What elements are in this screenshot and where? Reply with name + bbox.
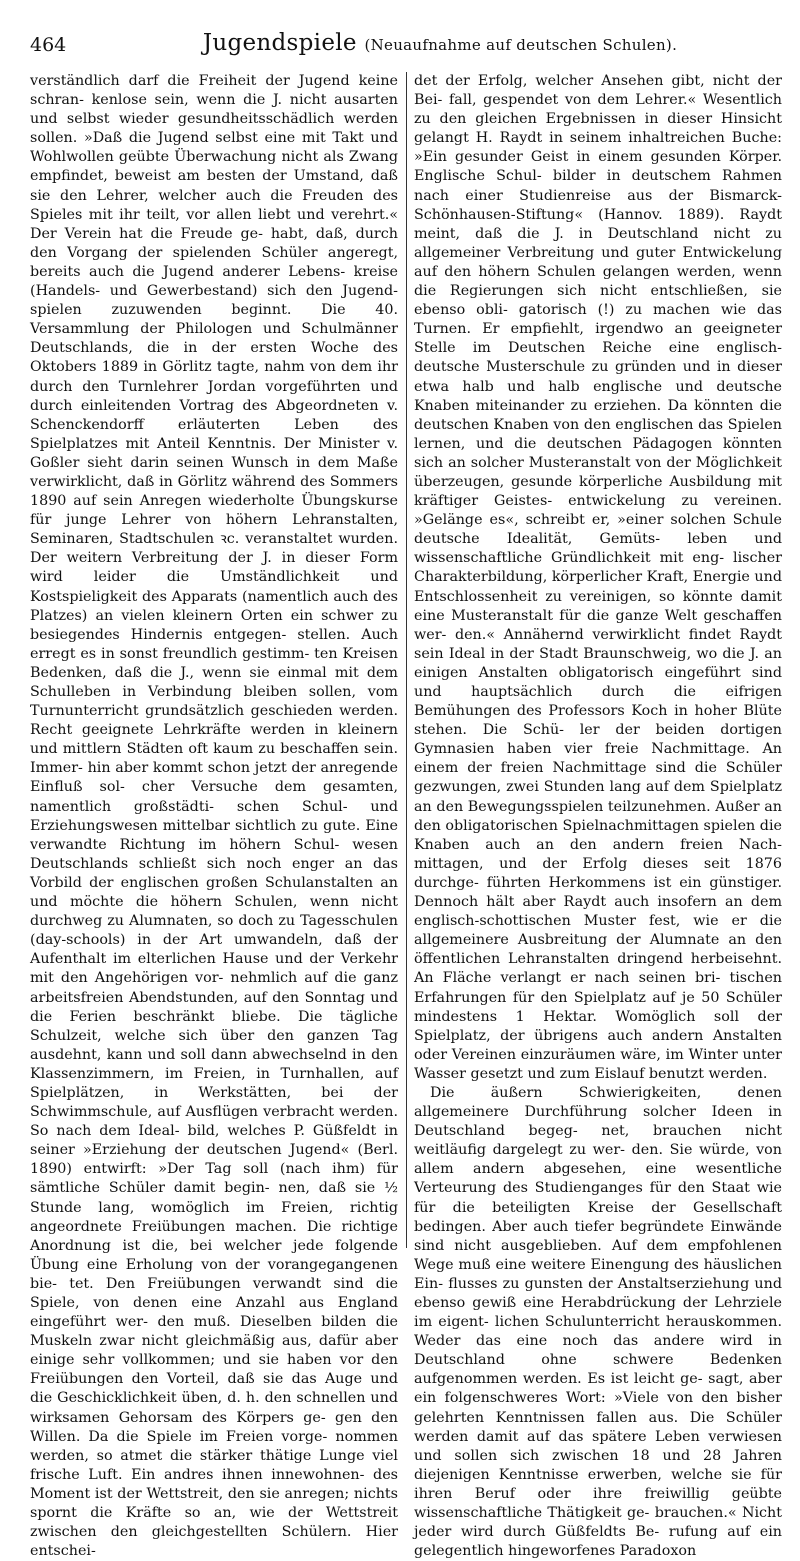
paragraph: det der Erfolg, welcher Ansehen gibt, nicht der Bei- fall, gespendet von dem Lehrer.« Wesentlich zu den gleichen Ergebnissen in dieser Hinsicht gelangt H. Raydt in seinem inhaltreichen Buche: »Ein gesunder Geist in einem gesunden Körper. Englische Schul- bilder in deutschem Rahmen nach einer Studienreise aus der Bismarck-Schönhausen-Stiftung« (Hannov. 1889). Raydt meint, daß die J. in Deutschland nicht zu allgemeiner Verbreitung und guter Entwickelung auf den höhern Schulen gelangen werden, wenn die Regierungen sich nicht entschließen, sie ebenso obli- gatorisch (!) zu machen wie das Turnen. Er empfiehlt, irgendwo an geeigneter Stelle im Deutschen Reiche eine englisch-deutsche Musterschule zu gründen und in dieser etwa halb und halb englische und deutsche Knaben miteinander zu erziehen. Da könnten die deutschen Knaben von den englischen das Spielen lernen, und die deutschen Pädagogen könnten sich an solcher Musteranstalt von der Möglichkeit überzeugen, gesunde körperliche Ausbildung mit kräftiger Geistes- entwickelung zu vereinen. »Gelänge es«, schreibt er, »einer solchen Schule deutsche Idealität, Gemüts- leben und wissenschaftliche Gründlichkeit mit eng- lischer Charakterbildung, körperlicher Kraft, Energie und Entschlossenheit zu vereinigen, so könnte damit eine Musteranstalt für die ganze Welt geschaffen wer- den.« Annähernd verwirklicht findet Raydt sein Ideal in der Stadt Braunschweig, wo die J. an einigen Anstalten obligatorisch eingeführt sind und hauptsächlich durch die eifrigen Bemühungen des Professors Koch in hoher Blüte stehen. Die Schü- ler der beiden dortigen Gymnasien haben vier freie Nachmittage. An einem der freien Nachmittage sind die Schüler gezwungen, zwei Stunden lang auf dem Spielplatz an den Bewegungsspielen teilzunehmen. Außer an den obligatorischen Spielnachmittagen spielen die Knaben auch an den andern freien Nach- mittagen, und der Erfolg dieses seit 1876 durchge- führten Herkommens ist ein günstiger. Dennoch hält aber Raydt auch insofern an dem englisch-schottischen Muster fest, wie er die allgemeinere Ausbreitung der Alumnate an den öffentlichen Lehranstalten dringend herbeisehnt. An Fläche verlangt er nach seinen bri- tischen Erfahrungen für den Spielplatz auf je 50 Schüler mindestens 1 Hektar. Womöglich soll der Spielplatz, der übrigens auch andern Anstalten oder Vereinen einzuräumen wäre, im Winter unter Wasser gesetzt und zum Eislauf benutzt werden. (414, 73, 782, 1082)
running-title-subtitle: (Neuaufnahme auf deutschen Schulen). (364, 36, 678, 54)
running-title-main: Jugendspiele (202, 30, 357, 56)
page-number: 464 (30, 34, 67, 56)
column-divider (406, 72, 407, 1248)
running-title (100, 30, 780, 56)
paragraph: Die äußern Schwierigkeiten, denen allgemeinere Durchführung solcher Ideen in Deutschland begeg- net, brauchen nicht weitläufig dargelegt zu wer- den. Sie würde, von allem andern abgesehen, eine wesentliche Verteurung des Studienganges für den Staat wie für die beteiligten Kreise der Gesellschaft bedingen. Aber auch tiefer begründete Einwände sind nicht ausgeblieben. Auf dem empfohlenen Wege muß eine weitere Einengung des häuslichen Ein- flusses zu gunsten der Anstaltserziehung und ebenso gewiß eine Herabdrückung der Lehrziele im eigent- lichen Schulunterricht herauskommen. Weder das eine noch das andere wird in Deutschland ohne schwere Bedenken aufgenommen werden. Es ist leicht ge- sagt, aber ein folgenschweres Wort: »Viele von den bisher gelehrten Kenntnissen fallen aus. Die Schüler werden damit auf das spätere Leben verwiesen und sollen sich zwischen 18 und 28 Jahren diejenigen Kenntnisse erwerben, welche sie für ihren Beruf oder ihre freiwillig geübte wissenschaftliche Thätigkeit ge- brauchen.« Nicht jeder wird durch Güßfeldts Be- rufung auf ein gelegentlich hingeworfenes Paradoxon (414, 1084, 782, 1560)
text-columns (30, 72, 782, 1560)
right-column (414, 72, 782, 1560)
page-header (30, 30, 780, 64)
left-column (30, 72, 398, 1560)
paragraph: verständlich darf die Freiheit der Jugend keine schran- kenlose sein, wenn die J. nicht ausarten und selbst wieder gesundheitsschädlich werden sollen. »Daß die Jugend selbst eine mit Takt und Wohlwollen geübte Überwachung nicht als Zwang empfindet, beweist am besten der Umstand, daß sie den Lehrer, welcher auch die Freuden des Spieles mit ihr teilt, vor allen liebt und verehrt.« Der Verein hat die Freude ge- habt, daß, durch den Vorgang der spielenden Schüler angeregt, bereits auch die Jugend anderer Lebens- kreise (Handels- und Gewerbestand) sich den Jugend- spielen zuzuwenden beginnt. Die 40. Versammlung der Philologen und Schulmänner Deutschlands, die in der ersten Woche des Oktobers 1889 in Görlitz tagte, nahm von dem ihr durch den Turnlehrer Jordan vorgeführten und durch einleitenden Vortrag des Abgeordneten v. Schenckendorff erläuterten Leben des Spielplatzes mit Anteil Kenntnis. Der Minister v. Goßler sieht darin seinen Wunsch in dem Maße verwirklicht, daß in Görlitz während des Sommers 1890 auf sein Anregen wiederholte Übungskurse für junge Lehrer von höhern Lehranstalten, Seminaren, Stadtschulen ꝛc. veranstaltet wurden. Der weitern Verbreitung der J. in dieser Form wird leider die Umständlichkeit und Kostspieligkeit des Apparats (namentlich auch des Platzes) an vielen kleinern Orten ein schwer zu besiegendes Hindernis entgegen- stellen. Auch erregt es in sonst freundlich gestimm- ten Kreisen Bedenken, daß die J., wenn sie einmal mit dem Schulleben in Verbindung bleiben sollen, vom Turnunterricht grundsätzlich geschieden werden. Recht geeignete Lehrkräfte werden in kleinern und mittlern Städten oft kaum zu beschaffen sein. Immer- hin aber kommt schon jetzt der anregende Einfluß sol- cher Versuche dem gesamten, namentlich großstädti- schen Schul- und Erziehungswesen mittelbar sichtlich zu gute. Eine verwandte Richtung im höhern Schul- wesen Deutschlands schließt sich noch enger an das Vorbild der englischen großen Schulanstalten an und möchte die höhern Schulen, wenn nicht durchweg zu Alumnaten, so doch zu Tagesschulen (day-schools) in der Art umwandeln, daß der Aufenthalt im elterlichen Hause und der Verkehr mit den Angehörigen vor- nehmlich auf die ganz arbeitsfreien Abendstunden, auf den Sonntag und die Ferien beschränkt bliebe. Die tägliche Schulzeit, welche sich über den ganzen Tag ausdehnt, kann und soll dann abwechselnd in den Klassenzimmern, im Freien, in Turnhallen, auf Spielplätzen, in Werkstätten, bei der Schwimmschule, auf Ausflügen verbracht werden. So nach dem Ideal- bild, welches P. Güßfeldt in seiner »Erziehung der deutschen Jugend« (Berl. 1890) entwirft: »Der Tag soll (nach ihm) für sämtliche Schüler damit begin- nen, daß sie ½ Stunde lang, womöglich im Freien, richtig angeordnete Freiübungen machen. Die richtige Anordnung ist die, bei welcher jede folgende Übung eine Erholung von der vorangegangenen bie- tet. Den Freiübungen verwandt sind die Spiele, von denen eine Anzahl aus England eingeführt wer- den muß. Dieselben bilden die Muskeln zwar nicht gleichmäßig aus, dafür aber einige sehr vollkommen; und sie haben vor den Freiübungen den Vorteil, daß sie das Auge und die Geschicklichkeit üben, d. h. den schnellen und wirksamen Gehorsam des Körpers ge- gen den Willen. Da die Spiele im Freien vorge- nommen werden, so atmet die stärker thätige Lunge viel frische Luft. Ein andres ihnen innewohnen- des Moment ist der Wettstreit, den sie anregen; nichts spornt die Kräfte so an, wie der Wettstreit zwischen den gleichgestellten Schülern. Hier entschei- (30, 73, 398, 1560)
